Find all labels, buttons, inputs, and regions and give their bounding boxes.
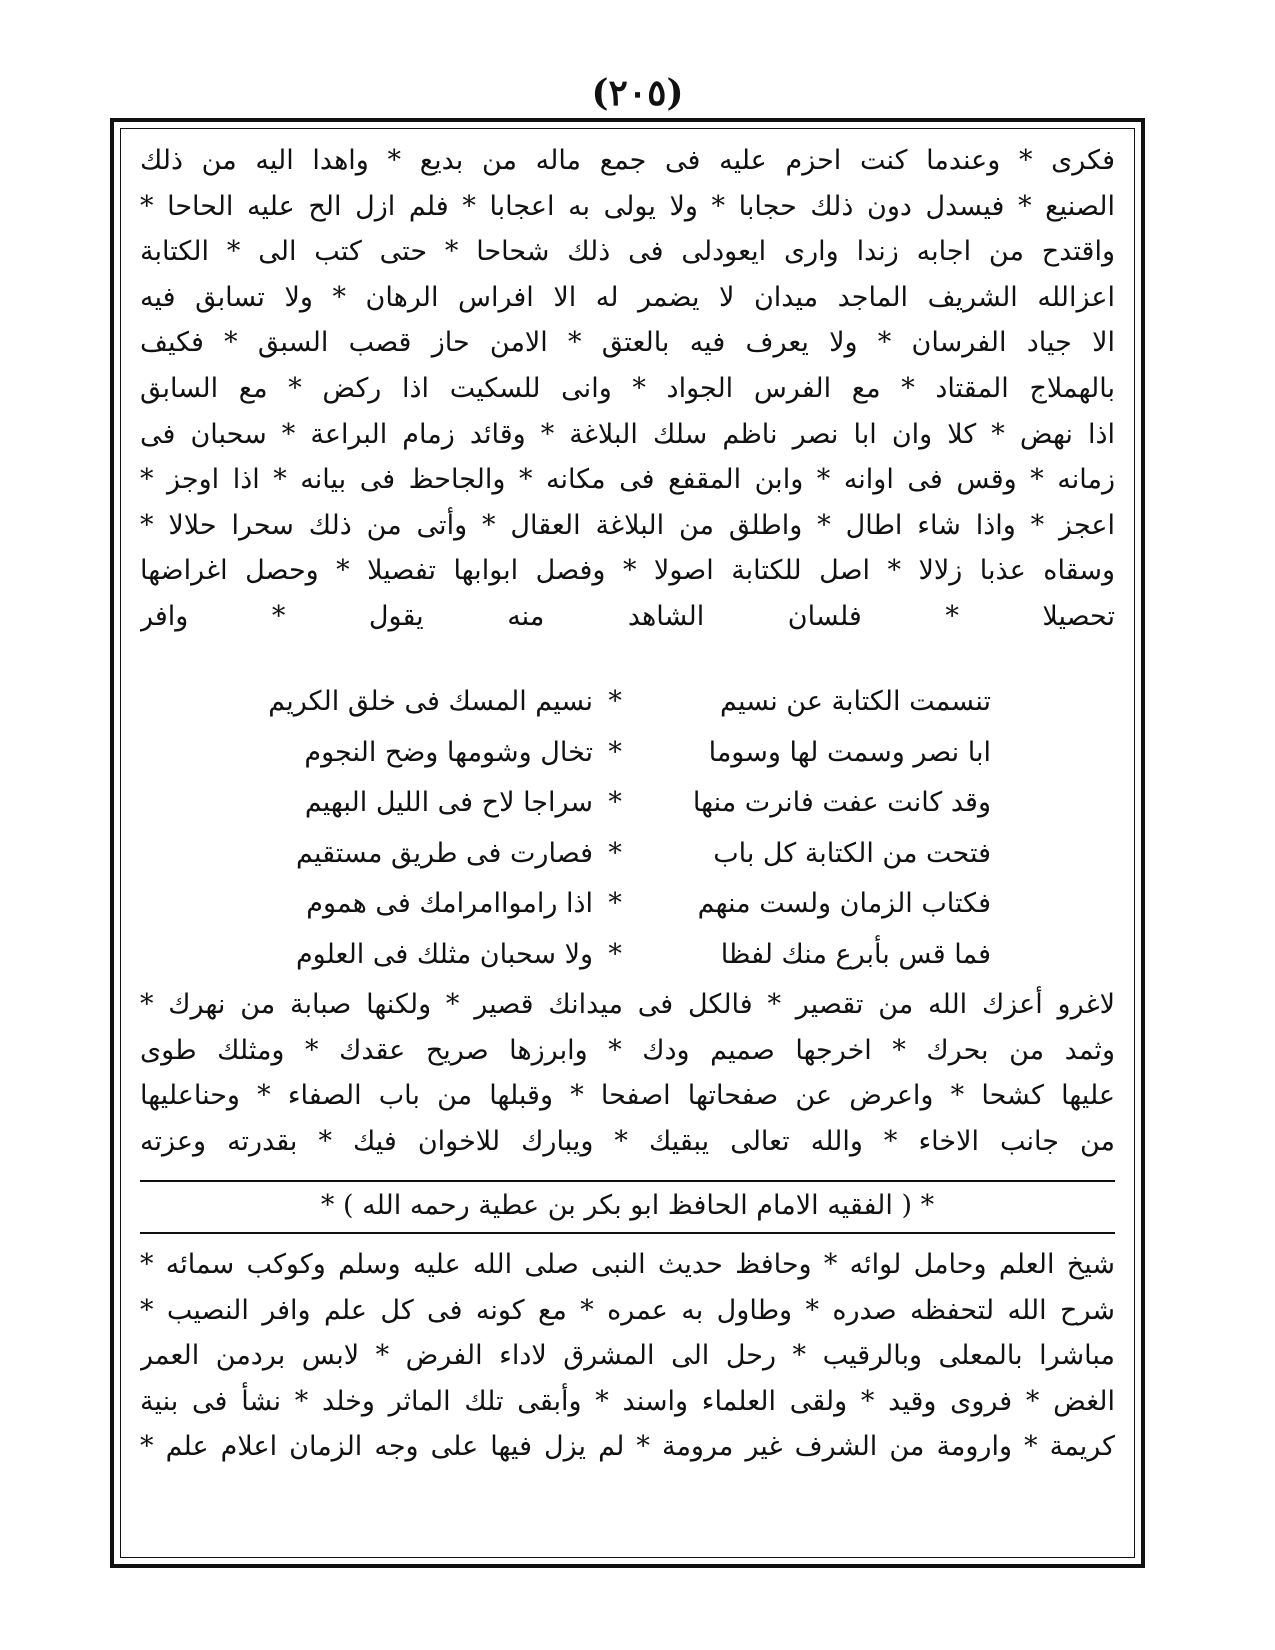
verse-separator: * bbox=[608, 787, 622, 818]
verse-first-hemistich: فتحت من الكتابة كل باب bbox=[713, 837, 991, 869]
verse-separator: * bbox=[608, 736, 622, 768]
verse-first-hemistich: ابا نصر وسمت لها وسوما bbox=[708, 736, 991, 768]
text-line: الصنيع * فيسدل دون ذلك حجابا * ولا يولى به اعجابا * فلم ازل الح عليه الحاحا * bbox=[140, 190, 1115, 222]
verse-second-hemistich: اذا رامواامرامك فى هموم bbox=[306, 888, 594, 919]
text-line: وسقاه عذبا زلالا * اصل للكتابة اصولا * وفصل ابوابها تفصيلا * وحصل اغراضها bbox=[140, 555, 1115, 587]
verse-second-hemistich: فصارت فى طريق مستقيم bbox=[295, 837, 594, 869]
text-line: تحصيلا * فلسان الشاهد منه يقول * وافر bbox=[140, 600, 1115, 632]
verse-second-hemistich: تخال وشومها وضح النجوم bbox=[304, 736, 594, 768]
text-line: الا جياد الفرسان * ولا يعرف فيه بالعتق * الامن حاز قصب السبق * فكيف bbox=[140, 327, 1115, 359]
verse-separator: * bbox=[608, 837, 622, 869]
verse-second-hemistich: ولا سحبان مثلك فى العلوم bbox=[295, 938, 594, 970]
verse-second-hemistich: سراجا لاح فى الليل البهيم bbox=[304, 787, 594, 818]
verse-first-hemistich: فما قس بأبرع منك لفظا bbox=[720, 938, 991, 970]
text-line: الغض * فروى وقيد * ولقى العلماء واسند * وأبقى تلك الماثر وخلد * نشأ فى بنية bbox=[140, 1385, 1115, 1417]
text-line: وثمد من بحرك * اخرجها صميم ودك * وابرزها صريح عقدك * ومثلك طوى bbox=[140, 1034, 1115, 1066]
verse-separator: * bbox=[608, 888, 622, 919]
text-line: من جانب الاخاء * والله تعالى يبقيك * ويبارك للاخوان فيك * بقدرته وعزته bbox=[140, 1125, 1115, 1157]
text-line: اذا نهض * كلا وان ابا نصر ناظم سلك البلاغة * وقائد زمام البراعة * سحبان فى bbox=[140, 418, 1115, 450]
verse-second-hemistich: نسيم المسك فى خلق الكريم bbox=[268, 686, 594, 717]
verse-line bbox=[254, 829, 991, 880]
section-heading: * ( الفقيه الامام الحافظ ابو بكر بن عطية رحمه الله ) * bbox=[320, 1190, 935, 1221]
verse-line bbox=[254, 778, 991, 829]
prose-top bbox=[140, 138, 1115, 640]
text-line: اعجز * واذا شاء اطال * واطلق من البلاغة العقال * وأتى من ذلك سحرا حلالا * bbox=[140, 509, 1115, 541]
poem-verses bbox=[254, 677, 991, 980]
text-line: بالهملاج المقتاد * مع الفرس الجواد * وانى للسكيت اذا ركض * مع السابق bbox=[140, 372, 1115, 404]
text-line: كريمة * وارومة من الشرف غير مرومة * لم يزل فيها على وجه الزمان اعلام علم * bbox=[140, 1431, 1115, 1463]
text-line: اعزالله الشريف الماجد ميدان لا يضمر له الا افراس الرهان * ولا تسابق فيه bbox=[140, 281, 1115, 313]
verse-first-hemistich: فكتاب الزمان ولست منهم bbox=[697, 888, 991, 919]
text-line: لاغرو أعزك الله من تقصير * فالكل فى ميدانك قصير * ولكنها صبابة من نهرك * bbox=[140, 989, 1115, 1020]
page-number: (٢٠٥) bbox=[591, 72, 684, 114]
text-line: عليها كشحا * واعرض عن صفحاتها اصفحا * وقبلها من باب الصفاء * وحناعليها bbox=[140, 1080, 1115, 1112]
verse-line bbox=[254, 879, 991, 930]
verse-separator: * bbox=[608, 686, 622, 717]
verse-line bbox=[254, 728, 991, 779]
verse-first-hemistich: وقد كانت عفت فانرت منها bbox=[692, 787, 991, 818]
section-divider-bottom bbox=[140, 1232, 1115, 1234]
verse-line bbox=[254, 677, 991, 728]
text-line: شيخ العلم وحامل لوائه * وحافظ حديث النبى صلى الله عليه وسلم وكوكب سمائه * bbox=[140, 1249, 1115, 1280]
verse-line bbox=[254, 930, 991, 981]
text-line: شرح الله لتحفظه صدره * وطاول به عمره * مع كونه فى كل علم وافر النصيب * bbox=[140, 1294, 1115, 1326]
verse-first-hemistich: تنسمت الكتابة عن نسيم bbox=[719, 686, 991, 717]
text-line: زمانه * وقس فى اوانه * وابن المقفع فى مكانه * والجاحظ فى بيانه * اذا اوجز * bbox=[140, 464, 1115, 496]
section-divider-top bbox=[140, 1180, 1115, 1182]
prose-bottom bbox=[140, 1242, 1115, 1470]
page-frame bbox=[110, 118, 1145, 1568]
text-line: مباشرا بالمعلى وبالرقيب * رحل الى المشرق لاداء الفرض * لابس بردمن العمر bbox=[140, 1340, 1115, 1372]
text-line: واقتدح من اجابه زندا وارى ايعودلى فى ذلك شحاحا * حتى كتب الى * الكتابة bbox=[140, 236, 1115, 268]
verse-separator: * bbox=[608, 938, 622, 970]
text-line: فكرى * وعندما كنت احزم عليه فى جمع ماله من بديع * واهدا اليه من ذلك bbox=[140, 145, 1115, 176]
prose-middle bbox=[140, 982, 1115, 1164]
